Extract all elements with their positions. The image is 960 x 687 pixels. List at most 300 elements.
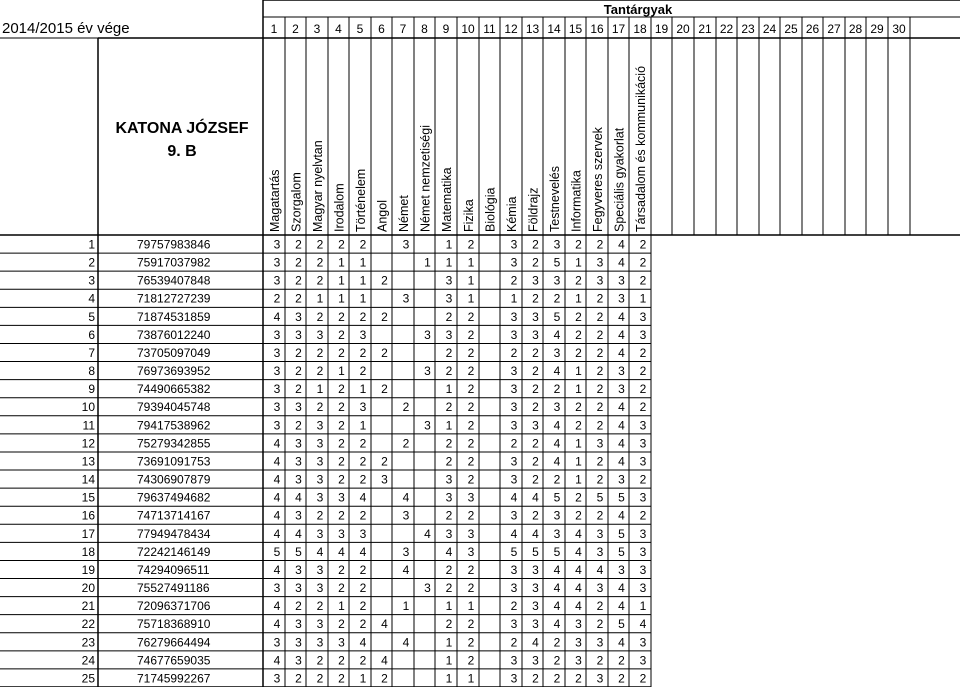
grade-cell: 3 (273, 382, 281, 397)
grade-cell: 2 (553, 472, 561, 487)
subject-header: Informatika (569, 170, 584, 232)
grade-cell: 1 (338, 255, 345, 270)
grade-cell: 5 (596, 490, 604, 505)
grade-cell: 2 (575, 671, 582, 686)
table-row (83, 418, 647, 432)
grade-cell: 2 (467, 508, 475, 523)
grade-cell: 1 (445, 255, 453, 270)
student-id: 73705097049 (137, 345, 211, 360)
grade-cell: 4 (618, 237, 625, 252)
grade-cell: 2 (381, 273, 388, 288)
grade-cell: 3 (424, 327, 431, 342)
grade-cell: 2 (553, 382, 561, 397)
grade-cell: 5 (618, 526, 625, 541)
grade-cell: 2 (596, 508, 604, 523)
grade-cell: 2 (316, 400, 324, 415)
grade-cell: 2 (639, 671, 647, 686)
grade-cell: 2 (639, 472, 647, 487)
grade-cell: 4 (273, 309, 281, 324)
grade-cell: 5 (618, 617, 625, 632)
class-name: 9. B (167, 143, 197, 160)
column-number: 12 (504, 22, 518, 36)
grade-cell: 3 (510, 581, 518, 596)
grade-cell: 3 (596, 255, 604, 270)
grade-cell: 2 (445, 364, 453, 379)
grade-cell: 2 (467, 617, 475, 632)
grade-cell: 4 (402, 562, 410, 577)
grade-cell: 2 (575, 273, 582, 288)
row-number: 20 (81, 581, 95, 596)
subject-header: Irodalom (332, 183, 347, 232)
subject-header: Fegyveres szervek (591, 127, 605, 232)
grade-cell: 3 (359, 526, 367, 541)
row-number: 2 (88, 255, 95, 270)
subject-header: Társadalom és kommunikáció (634, 65, 648, 232)
row-number: 18 (81, 544, 95, 559)
grade-cell: 3 (273, 255, 281, 270)
grade-cell: 4 (553, 562, 561, 577)
grade-cell: 4 (510, 526, 518, 541)
grade-cell: 2 (381, 454, 388, 469)
row-number: 19 (81, 562, 95, 577)
grade-cell: 3 (532, 653, 539, 668)
grade-cell: 3 (510, 562, 518, 577)
grade-cell: 3 (618, 472, 625, 487)
subject-header-row (268, 66, 648, 232)
grade-cell: 2 (467, 364, 475, 379)
grade-cell: 2 (639, 237, 647, 252)
grade-cell: 3 (510, 617, 518, 632)
grade-cell: 1 (467, 255, 475, 270)
row-number: 11 (82, 418, 95, 433)
grade-cell: 3 (639, 418, 647, 433)
grade-cell: 2 (596, 327, 604, 342)
grade-cell: 5 (553, 490, 561, 505)
grade-cell: 1 (359, 671, 367, 686)
grade-cell: 2 (338, 454, 345, 469)
grade-cell: 3 (273, 418, 281, 433)
grade-cell: 3 (532, 273, 539, 288)
grade-cell: 2 (618, 653, 625, 668)
grade-cell: 1 (445, 237, 453, 252)
grade-cell: 2 (316, 599, 324, 614)
grade-cell: 2 (596, 364, 604, 379)
grade-cell: 2 (359, 508, 367, 523)
table-row (82, 473, 647, 487)
grade-cell: 3 (295, 472, 302, 487)
grade-cell: 2 (575, 345, 582, 360)
grade-cell: 2 (596, 653, 604, 668)
grade-cell: 2 (639, 508, 647, 523)
grade-cell: 3 (639, 562, 647, 577)
grade-cell: 1 (338, 291, 345, 306)
grade-cell: 4 (618, 345, 625, 360)
grade-cell: 1 (359, 273, 367, 288)
grade-cell: 3 (402, 291, 410, 306)
grade-cell: 2 (467, 472, 475, 487)
grade-cell: 2 (359, 581, 367, 596)
grade-cell: 1 (402, 599, 410, 614)
student-id: 79417538962 (137, 418, 211, 433)
row-number: 21 (81, 599, 95, 614)
grade-cell: 2 (510, 635, 518, 650)
grade-cell: 4 (618, 508, 625, 523)
row-number: 8 (88, 364, 95, 379)
student-id: 74294096511 (137, 562, 210, 577)
grade-cell: 4 (639, 617, 647, 632)
grade-cell: 3 (510, 237, 518, 252)
column-number: 8 (421, 22, 428, 36)
row-number: 1 (88, 237, 95, 252)
grade-cell: 2 (532, 364, 539, 379)
student-id: 76279664494 (137, 635, 211, 650)
grade-cell: 3 (510, 418, 518, 433)
grade-cell: 3 (618, 382, 625, 397)
grade-cell: 2 (575, 508, 582, 523)
grade-cell: 4 (532, 490, 539, 505)
grade-cell: 4 (575, 599, 582, 614)
column-number-row (271, 22, 906, 36)
grade-cell: 4 (445, 544, 453, 559)
student-id: 72242146149 (137, 544, 211, 559)
grade-cell: 3 (424, 364, 431, 379)
grade-cell: 1 (467, 671, 475, 686)
grade-cell: 2 (381, 309, 388, 324)
grade-cell: 4 (273, 526, 281, 541)
grade-cell: 1 (575, 436, 582, 451)
grade-cell: 1 (445, 671, 453, 686)
column-number: 11 (483, 22, 496, 36)
student-rows (82, 238, 647, 686)
table-row (82, 454, 647, 468)
grade-cell: 2 (338, 418, 345, 433)
grade-cell: 2 (639, 400, 647, 415)
grade-cell: 2 (316, 237, 324, 252)
grade-cell: 5 (553, 544, 561, 559)
grade-cell: 2 (316, 273, 324, 288)
grade-cell: 3 (402, 508, 410, 523)
grade-cell: 2 (359, 599, 367, 614)
grade-cell: 2 (338, 472, 345, 487)
grade-cell: 1 (316, 291, 324, 306)
student-id: 79757983846 (137, 237, 211, 252)
grade-cell: 2 (316, 364, 324, 379)
row-number: 16 (81, 508, 95, 523)
grade-cell: 4 (273, 490, 281, 505)
grade-cell: 4 (273, 617, 281, 632)
grade-cell: 3 (510, 508, 518, 523)
grade-cell: 2 (445, 508, 453, 523)
grade-cell: 4 (273, 599, 281, 614)
grade-cell: 2 (338, 345, 345, 360)
subject-header: Matematika (440, 167, 454, 232)
grade-cell: 4 (618, 400, 625, 415)
grade-cell: 3 (273, 327, 281, 342)
table-row (88, 364, 646, 378)
grade-cell: 4 (553, 364, 561, 379)
student-id: 76973693952 (137, 364, 211, 379)
grade-cell: 2 (359, 472, 367, 487)
grade-cell: 3 (639, 454, 647, 469)
row-number: 24 (81, 653, 95, 668)
subject-header: Történelem (354, 168, 368, 232)
grade-cell: 2 (338, 237, 345, 252)
grade-cell: 5 (273, 544, 281, 559)
grade-cell: 4 (553, 418, 561, 433)
grade-cell: 2 (295, 364, 302, 379)
subject-header: Magatartás (268, 169, 282, 232)
grade-cell: 4 (575, 562, 582, 577)
grade-cell: 2 (338, 436, 345, 451)
grade-cell: 4 (510, 490, 518, 505)
grade-cell: 4 (553, 327, 561, 342)
student-id: 71745992267 (137, 671, 211, 686)
grade-cell: 2 (295, 273, 302, 288)
subject-header: Testnevelés (548, 165, 562, 232)
grade-cell: 4 (596, 562, 604, 577)
grade-cell: 2 (575, 418, 582, 433)
column-number: 3 (313, 22, 321, 36)
grade-cell: 3 (596, 635, 604, 650)
grade-cell: 2 (445, 400, 453, 415)
grade-cell: 3 (639, 653, 647, 668)
grade-cell: 1 (575, 291, 582, 306)
grade-cell: 4 (532, 635, 539, 650)
table-row (82, 635, 647, 649)
grade-cell: 2 (445, 454, 453, 469)
grade-cell: 4 (338, 544, 345, 559)
grade-cell: 4 (381, 653, 388, 668)
grade-cell: 3 (618, 364, 625, 379)
grade-cell: 4 (575, 544, 582, 559)
grade-cell: 4 (359, 635, 367, 650)
grade-cell: 3 (510, 653, 518, 668)
grade-cell: 2 (532, 345, 539, 360)
subject-header: Fizika (462, 199, 476, 232)
table-row (82, 581, 647, 595)
grade-cell: 4 (618, 309, 625, 324)
grade-cell: 1 (316, 382, 324, 397)
grade-cell: 3 (381, 472, 388, 487)
grade-cell: 3 (575, 617, 582, 632)
grade-cell: 4 (618, 436, 625, 451)
grade-cell: 2 (596, 309, 604, 324)
grade-cell: 3 (316, 454, 324, 469)
grade-cell: 2 (618, 671, 625, 686)
grade-cell: 3 (639, 309, 647, 324)
grade-cell: 3 (424, 418, 431, 433)
grade-cell: 3 (575, 635, 582, 650)
grade-cell: 3 (639, 635, 647, 650)
column-number: 10 (461, 22, 475, 36)
grade-cell: 3 (532, 581, 539, 596)
grade-cell: 1 (359, 382, 367, 397)
column-number: 14 (547, 22, 561, 36)
subject-header: Szorgalom (289, 172, 304, 232)
grade-cell: 3 (639, 544, 647, 559)
grade-cell: 4 (618, 418, 625, 433)
grade-cell: 2 (359, 617, 367, 632)
grade-cell: 1 (445, 635, 453, 650)
row-number: 9 (88, 382, 95, 397)
column-number: 24 (762, 22, 777, 36)
table-row (82, 653, 647, 667)
grade-cell: 2 (467, 653, 475, 668)
grade-cell: 2 (295, 671, 302, 686)
grade-cell: 3 (445, 472, 453, 487)
grade-cell: 1 (359, 291, 367, 306)
table-row (88, 328, 646, 342)
subject-header: Angol (375, 200, 390, 232)
column-number: 25 (784, 22, 798, 36)
grade-cell: 2 (445, 345, 453, 360)
table-row (88, 310, 646, 324)
grade-cell: 1 (445, 382, 453, 397)
grade-cell: 2 (338, 508, 345, 523)
column-number: 29 (870, 22, 884, 36)
grade-cell: 1 (338, 273, 345, 288)
grade-cell: 4 (316, 544, 324, 559)
grade-cell: 2 (596, 599, 604, 614)
grade-cell: 2 (467, 635, 475, 650)
row-number: 14 (81, 472, 95, 487)
grade-cell: 2 (575, 327, 582, 342)
grade-cell: 1 (359, 418, 367, 433)
column-number: 28 (848, 22, 863, 36)
column-number: 18 (633, 22, 647, 36)
grade-cell: 3 (295, 400, 302, 415)
grade-cell: 1 (445, 653, 453, 668)
grade-cell: 4 (273, 472, 281, 487)
grade-cell: 3 (273, 581, 281, 596)
column-number: 9 (442, 22, 450, 36)
grade-cell: 3 (510, 671, 518, 686)
grade-cell: 3 (273, 237, 281, 252)
grade-cell: 2 (467, 237, 475, 252)
grade-cell: 2 (532, 400, 539, 415)
grade-cell: 4 (553, 436, 561, 451)
grade-cell: 2 (596, 418, 604, 433)
column-number: 30 (892, 22, 906, 36)
grade-cell: 5 (553, 309, 561, 324)
grade-cell: 2 (532, 237, 539, 252)
grade-cell: 2 (316, 653, 324, 668)
grade-cell: 2 (445, 581, 453, 596)
grade-cell: 3 (273, 635, 281, 650)
grade-cell: 1 (424, 255, 431, 270)
grade-cell: 3 (596, 581, 604, 596)
student-id: 71874531859 (137, 309, 211, 324)
grade-cell: 1 (445, 418, 453, 433)
grade-cell: 2 (295, 345, 302, 360)
row-number: 22 (81, 617, 95, 632)
grade-cell: 4 (273, 436, 281, 451)
table-row (88, 274, 646, 288)
grade-cell: 3 (596, 273, 604, 288)
grade-cell: 4 (618, 581, 625, 596)
table-row (82, 545, 647, 559)
grade-cell: 3 (553, 526, 561, 541)
grade-cell: 3 (445, 291, 453, 306)
grade-cell: 2 (295, 382, 302, 397)
grade-cell: 3 (316, 490, 324, 505)
grade-cell: 3 (532, 418, 539, 433)
grade-cell: 2 (316, 508, 324, 523)
grade-cell: 2 (467, 562, 475, 577)
grade-cell: 2 (402, 400, 410, 415)
grade-cell: 3 (295, 309, 302, 324)
grade-cell: 2 (467, 436, 475, 451)
grade-cell: 3 (402, 237, 410, 252)
year-label: 2014/2015 év vége (2, 20, 130, 37)
grade-cell: 3 (359, 327, 367, 342)
grade-cell: 2 (316, 309, 324, 324)
grade-cell: 4 (575, 526, 582, 541)
grade-cell: 3 (553, 237, 561, 252)
grade-cell: 3 (295, 562, 302, 577)
student-id: 77949478434 (137, 526, 211, 541)
grade-cell: 3 (575, 653, 582, 668)
grade-cell: 3 (273, 364, 281, 379)
grade-cell: 2 (596, 345, 604, 360)
grade-cell: 1 (575, 382, 582, 397)
grade-cell: 2 (510, 273, 518, 288)
grade-cell: 2 (338, 562, 345, 577)
subjects-header: Tantárgyak (603, 2, 673, 17)
grade-cell: 2 (273, 291, 281, 306)
table-row (88, 238, 646, 252)
grade-cell: 3 (618, 273, 625, 288)
grade-cell: 2 (467, 327, 475, 342)
subject-header: Magyar nyelvtan (311, 140, 325, 232)
grade-cell: 2 (295, 255, 302, 270)
grade-cell: 1 (338, 364, 345, 379)
grade-cell: 3 (639, 327, 647, 342)
grade-cell: 2 (381, 382, 388, 397)
grade-cell: 1 (338, 599, 345, 614)
grade-cell: 3 (510, 400, 518, 415)
column-number: 13 (525, 22, 540, 36)
table-row (88, 382, 646, 396)
grade-cell: 1 (510, 291, 518, 306)
grade-cell: 3 (596, 436, 604, 451)
grade-cell: 5 (618, 490, 625, 505)
grade-cell: 3 (532, 327, 539, 342)
grade-cell: 3 (316, 562, 324, 577)
grade-cell: 4 (553, 617, 561, 632)
column-number: 1 (270, 22, 278, 36)
grade-cell: 2 (532, 291, 539, 306)
grade-cell: 2 (639, 345, 647, 360)
row-number: 25 (81, 671, 95, 686)
table-row (82, 491, 647, 505)
grade-cell: 2 (532, 454, 539, 469)
table-row (82, 599, 647, 613)
column-number: 21 (698, 22, 712, 36)
grade-cell: 3 (467, 544, 475, 559)
grade-cell: 2 (532, 472, 539, 487)
grade-cell: 2 (445, 562, 453, 577)
subject-header: Biológia (483, 187, 498, 232)
row-number: 10 (81, 400, 95, 415)
grade-cell: 3 (510, 472, 518, 487)
grade-cell: 1 (445, 599, 453, 614)
student-id: 75527491186 (137, 581, 210, 596)
grade-cell: 3 (596, 544, 604, 559)
grade-cell: 3 (273, 345, 281, 360)
grade-cell: 3 (639, 581, 647, 596)
grade-cell: 4 (359, 490, 367, 505)
